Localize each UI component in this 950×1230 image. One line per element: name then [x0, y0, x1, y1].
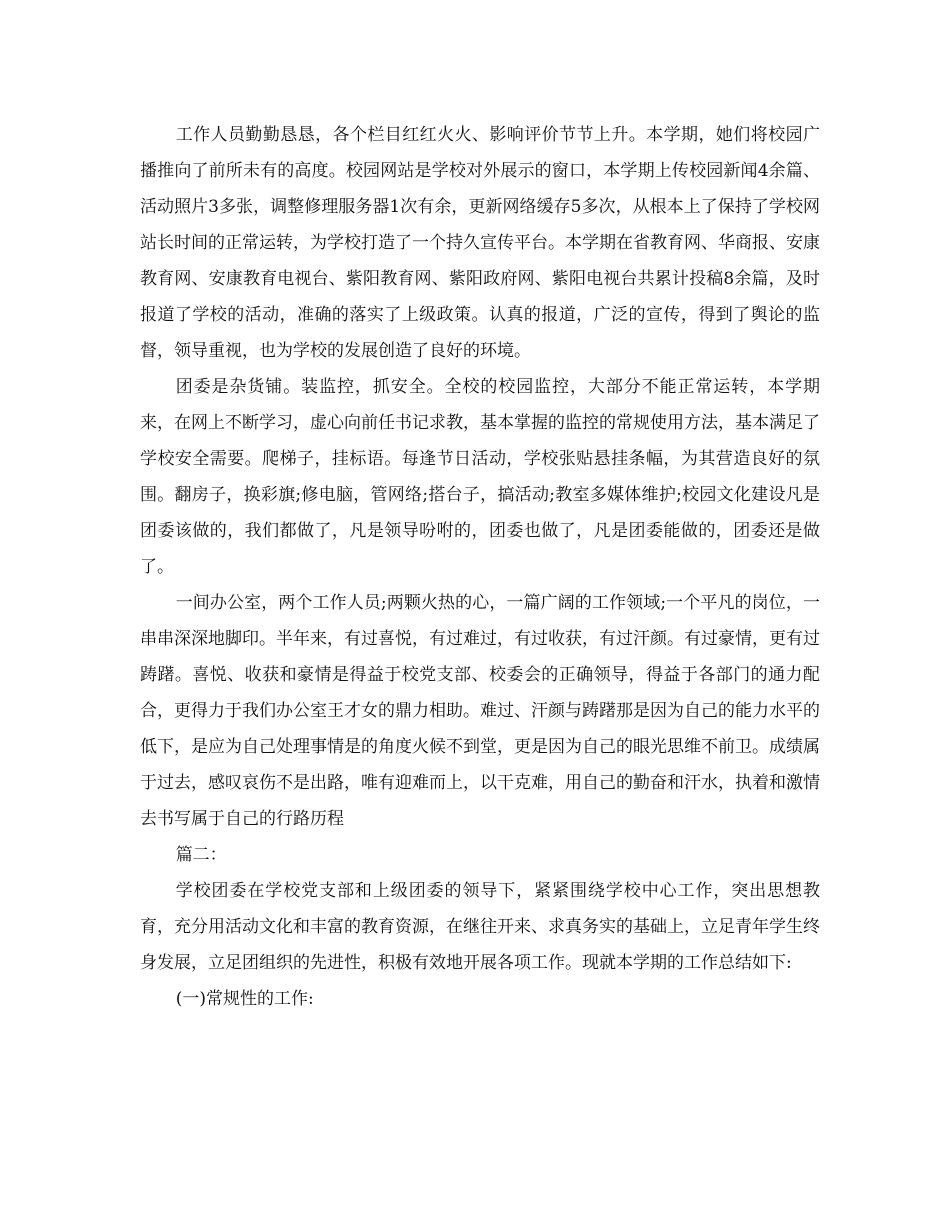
section-title: 篇二：: [175, 845, 227, 865]
subheading-routine-work: (一)常规性的工作:: [175, 989, 314, 1009]
paragraph-media-work: 工作人员勤勤恳恳，各个栏目红红火火、影响评价节节上升。本学期，她们将校园广播推向了前所未有的高度。校园网站是学校对外展示的窗口，本学期上传校园新闻4余篇、活动照片3多张，调整修理服务器1次有余，更新网络缓存5多次，从根本上了保持了学校网站长时间的正常运转，为学校打造了一个持久宣传平台。本学期在省教育网、华商报、安康教育网、安康教育电视台、紫阳教育网、紫阳政府网、紫阳电视台共累计投稿8余篇，及时报道了学校的活动，准确的落实了上级政策。认真的报道，广泛的宣传，得到了舆论的监督，领导重视，也为学校的发展创造了良好的环境。: [140, 125, 820, 361]
paragraph-intro: 学校团委在学校党支部和上级团委的领导下，紧紧围绕学校中心工作，突出思想教育，充分用活动文化和丰富的教育资源，在继往开来、求真务实的基础上，立足青年学生终身发展，立足团组织的先进性，积极有效地开展各项工作。现就本学期的工作总结如下:: [140, 881, 820, 973]
paragraph-reflection: 一间办公室，两个工作人员;两颗火热的心，一篇广阔的工作领域;一个平凡的岗位，一串串深深地脚印。半年来，有过喜悦，有过难过，有过收获，有过汗颜。有过豪情，更有过踌躇。喜悦、收获和豪情是得益于校党支部、校委会的正确领导，得益于各部门的通力配合，更得力于我们办公室王才女的鼎力相助。难过、汗颜与踌躇那是因为自己的能力水平的低下，是应为自己处理事情是的角度火候不到堂，更是因为自己的眼光思维不前卫。成绩属于过去，感叹哀伤不是出路，唯有迎难而上，以干克难，用自己的勤奋和汗水，执着和激情去书写属于自己的行路历程: [140, 593, 820, 829]
paragraph-general-tasks: 团委是杂货铺。装监控，抓安全。全校的校园监控，大部分不能正常运转，本学期来，在网上不断学习，虚心向前任书记求教，基本掌握的监控的常规使用方法，基本满足了学校安全需要。爬梯子，挂标语。每逢节日活动，学校张贴悬挂条幅，为其营造良好的氛围。翻房子，换彩旗;修电脑，管网络;搭台子，搞活动;教室多媒体维护;校园文化建设凡是团委该做的，我们都做了，凡是领导吩咐的，团委也做了，凡是团委能做的，团委还是做了。: [140, 377, 820, 577]
